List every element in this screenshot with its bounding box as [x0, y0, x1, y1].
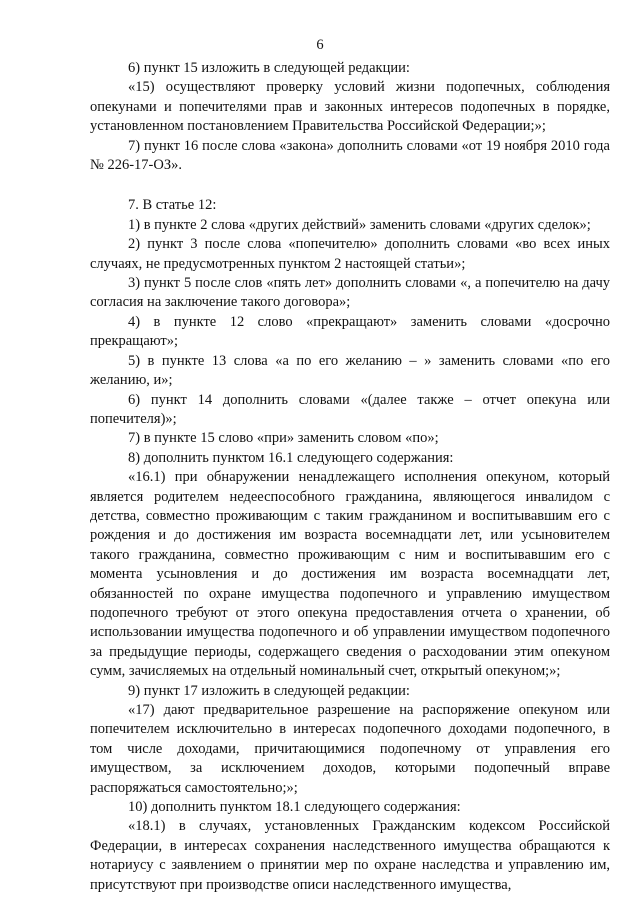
paragraph: 5) в пункте 13 слова «а по его желанию – » заменить словами «по его желанию, и»;: [90, 352, 610, 389]
paragraph: 6) пункт 15 изложить в следующей редакции:: [128, 60, 410, 76]
paragraph: «16.1) при обнаружении ненадлежащего исполнения опекуном, который является родителем недееспособного гражданина, являющегося инвалидом с детства, совместно проживающим с таким гражданином и воспитывавшим его с рождения и до достижения им возраста восемнадцати лет, или усыновителем такого гражданина, совместно проживающим с ним и воспитывавшим его с момента усыновления и до достижения им возраста восемнадцати лет, обязанностей по охране имущества подопечного и управлению имуществом подопечного требуют от этого опекуна предоставления отчета о хранении, об использовании имущества подопечного и об управлении имуществом подопечного за предыдущие периоды, содержащего сведения о расходовании этим опекуном сумм, зачисляемых на отдельный номинальный счет, открытый опекуном;»;: [90, 469, 610, 680]
paragraph: «18.1) в случаях, установленных Гражданским кодексом Российской Федерации, в интересах сохранения наследственного имущества обращаются к нотариусу с заявлением о принятии мер по охране наследства и управлению им, присутствуют при производстве описи наследственного имущества,: [90, 818, 610, 893]
paragraph: 2) пункт 3 после слова «попечителю» дополнить словами «во всех иных случаях, не предусмотренных пунктом 2 настоящей статьи»;: [90, 236, 610, 272]
paragraph: «15) осуществляют проверку условий жизни подопечных, соблюдения опекунами и попечителями прав и законных интересов подопечных в порядке, установленном постановлением Правительства Российской Федерации;»;: [90, 79, 610, 135]
paragraph: 1) в пункте 2 слова «других действий» заменить словами «других сделок»;: [128, 216, 591, 233]
paragraph: 7) пункт 16 после слова «закона» дополнить словами «от 19 ноября 2010 года № 226-17-ОЗ».: [90, 137, 610, 174]
page-number: 6: [316, 37, 324, 53]
paragraph: 8) дополнить пунктом 16.1 следующего содержания:: [128, 449, 454, 466]
section-heading: 7. В статье 12:: [128, 197, 217, 214]
paragraph: 9) пункт 17 изложить в следующей редакции:: [128, 682, 410, 699]
paragraph: «17) дают предварительное разрешение на распоряжение опекуном или попечителем исключительно в интересах подопечного доходами подопечного, в том числе доходами, причитающимися подопечному от управления его имуществом, за исключением доходов, которыми подопечный вправе распоряжаться самостоятельно;»;: [90, 702, 610, 796]
paragraph: 7) в пункте 15 слово «при» заменить словом «по»;: [128, 430, 439, 447]
paragraph: 6) пункт 14 дополнить словами «(далее также – отчет опекуна или попечителя)»;: [90, 391, 610, 427]
paragraph: 3) пункт 5 после слов «пять лет» дополнить словами «, а попечителю на дачу согласия на заключение такого договора»;: [90, 275, 610, 311]
document-body: [90, 59, 610, 895]
paragraph: 10) дополнить пунктом 18.1 следующего содержания:: [128, 799, 461, 816]
paragraph: 4) в пункте 12 слово «прекращают» заменить словами «досрочно прекращают»;: [90, 313, 610, 350]
